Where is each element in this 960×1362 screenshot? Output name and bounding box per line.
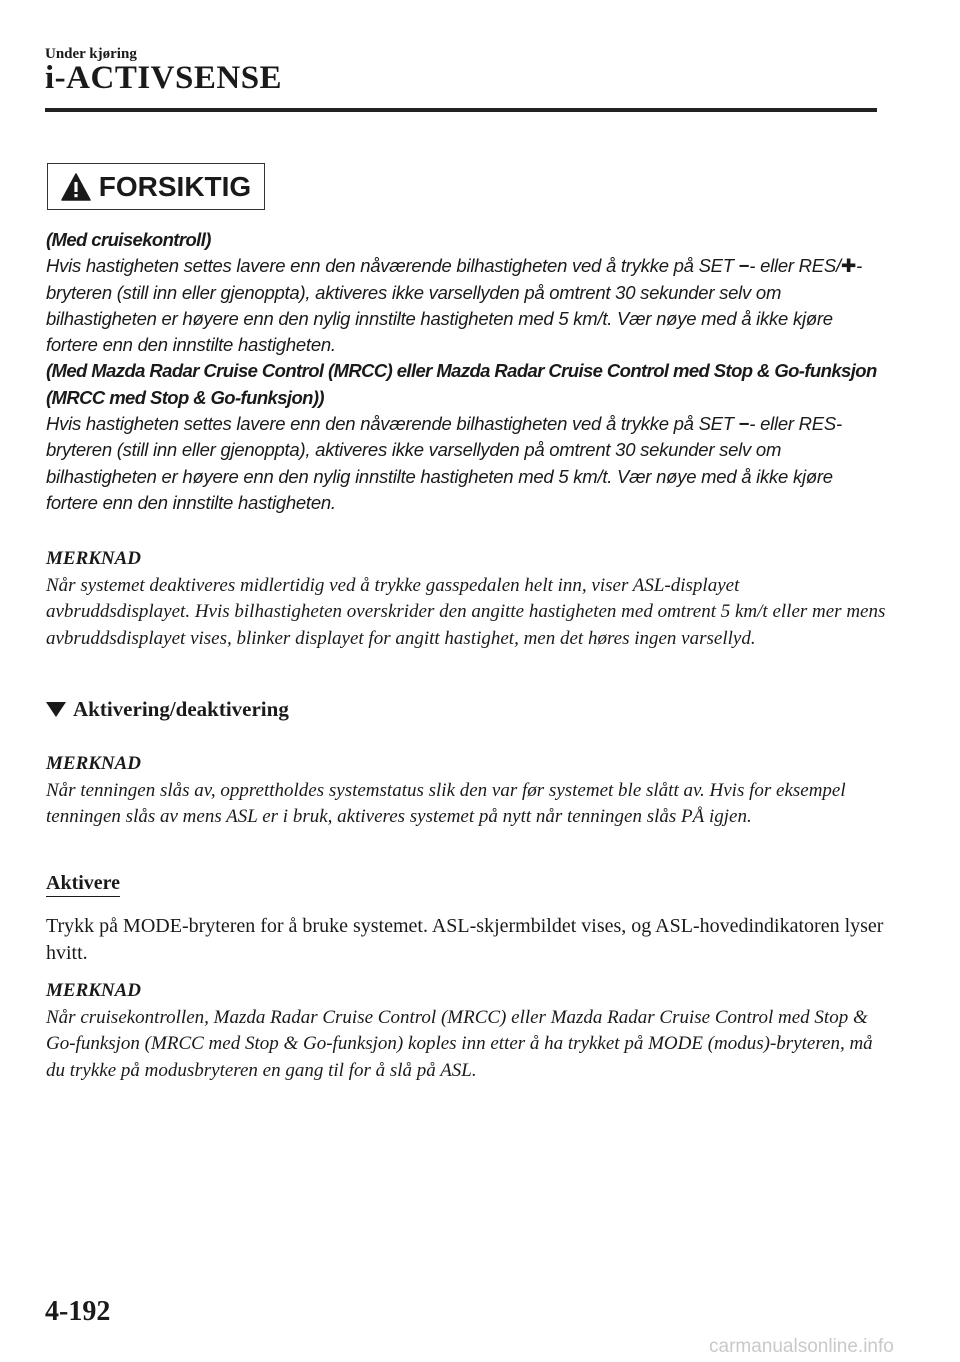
caution-text-segment: - eller RES/ [749, 255, 841, 277]
caution-paragraph-cruise [46, 253, 886, 358]
note-label: MERKNAD [46, 980, 142, 1001]
warning-triangle-icon [61, 173, 91, 201]
caution-box [47, 163, 265, 210]
page-number: 4-192 [45, 1296, 111, 1327]
caution-text-segment: -bryteren (still inn eller gjenoppta), aktiveres ikke varsellyden på omtrent 30 sekunder selv om bilhastigheten er høyere enn den nylig innstilte hastigheten med 5 km/t. Vær nøye med å ikke kjøre fortere enn den innstilte hastigheten. [46, 255, 863, 356]
note-text: Når tenningen slås av, opprettholdes systemstatus slik den var før systemet ble slått av. Hvis for eksempel tenningen slås av mens ASL er i bruk, aktiveres systemet på nytt når tenningen slås PÅ igjen. [46, 779, 846, 827]
subsection-title: Aktivering/deaktivering [73, 697, 289, 721]
caution-paragraph-mrcc [46, 411, 886, 516]
caution-heading-cruise: (Med cruisekontroll) [46, 229, 211, 250]
watermark: carmanualsonline.info [709, 1336, 894, 1357]
caution-text-segment: - eller RES-bryteren (still inn eller gjenoppta), aktiveres ikke varsellyden på omtrent 30 sekunder selv om bilhastigheten er høyere enn den nylig innstilte hastigheten med 5 km/t. Vær nøye med å ikke kjøre fortere enn den innstilte hastigheten. [46, 413, 842, 513]
note-interrupt [46, 546, 886, 652]
note-mode [46, 978, 886, 1084]
caution-text-segment: Hvis hastigheten settes lavere enn den nåværende bilhastigheten ved å trykke på SET [46, 413, 739, 435]
triangle-down-icon [46, 702, 66, 717]
minus-icon: − [738, 413, 750, 435]
aktivere-heading: Aktivere [46, 872, 120, 897]
caution-heading-mrcc: (Med Mazda Radar Cruise Control (MRCC) eller Mazda Radar Cruise Control med Stop & Go-funksjon (MRCC med Stop & Go-funksjon)) [46, 360, 877, 408]
minus-icon: − [738, 255, 750, 277]
note-label: MERKNAD [46, 753, 142, 774]
page-title: i-ACTIVSENSE [45, 60, 283, 96]
aktivere-text: Trykk på MODE-bryteren for å bruke systemet. ASL-skjermbildet vises, og ASL-hovedindikatoren lyser hvitt. [46, 915, 884, 964]
caution-text-segment: Hvis hastigheten settes lavere enn den nåværende bilhastigheten ved å trykke på SET [46, 255, 739, 277]
note-ignition [46, 751, 886, 831]
caution-label: FORSIKTIG [98, 170, 252, 202]
aktivere-body [46, 913, 886, 966]
header-rule [45, 108, 877, 112]
note-label: MERKNAD [46, 548, 142, 569]
section-label: Under kjøring [45, 46, 137, 62]
plus-icon: ✚ [840, 255, 857, 277]
subsection-heading [46, 697, 289, 722]
note-text: Når systemet deaktiveres midlertidig ved å trykke gasspedalen helt inn, viser ASL-displayet avbruddsdisplayet. Hvis bilhastigheten overskrider den angitte hastigheten med omtrent 5 km/t eller mer mens avbruddsdisplayet vises, blinker displayet for angitt hastighet, men det høres ingen varsellyd. [46, 574, 886, 649]
note-text: Når cruisekontrollen, Mazda Radar Cruise Control (MRCC) eller Mazda Radar Cruise Control med Stop & Go-funksjon (MRCC med Stop & Go-funksjon) koples inn etter å ha trykket på MODE (modus)-bryteren, må du trykke på modusbryteren en gang til for å slå på ASL. [46, 1006, 873, 1081]
caution-text [46, 227, 886, 516]
